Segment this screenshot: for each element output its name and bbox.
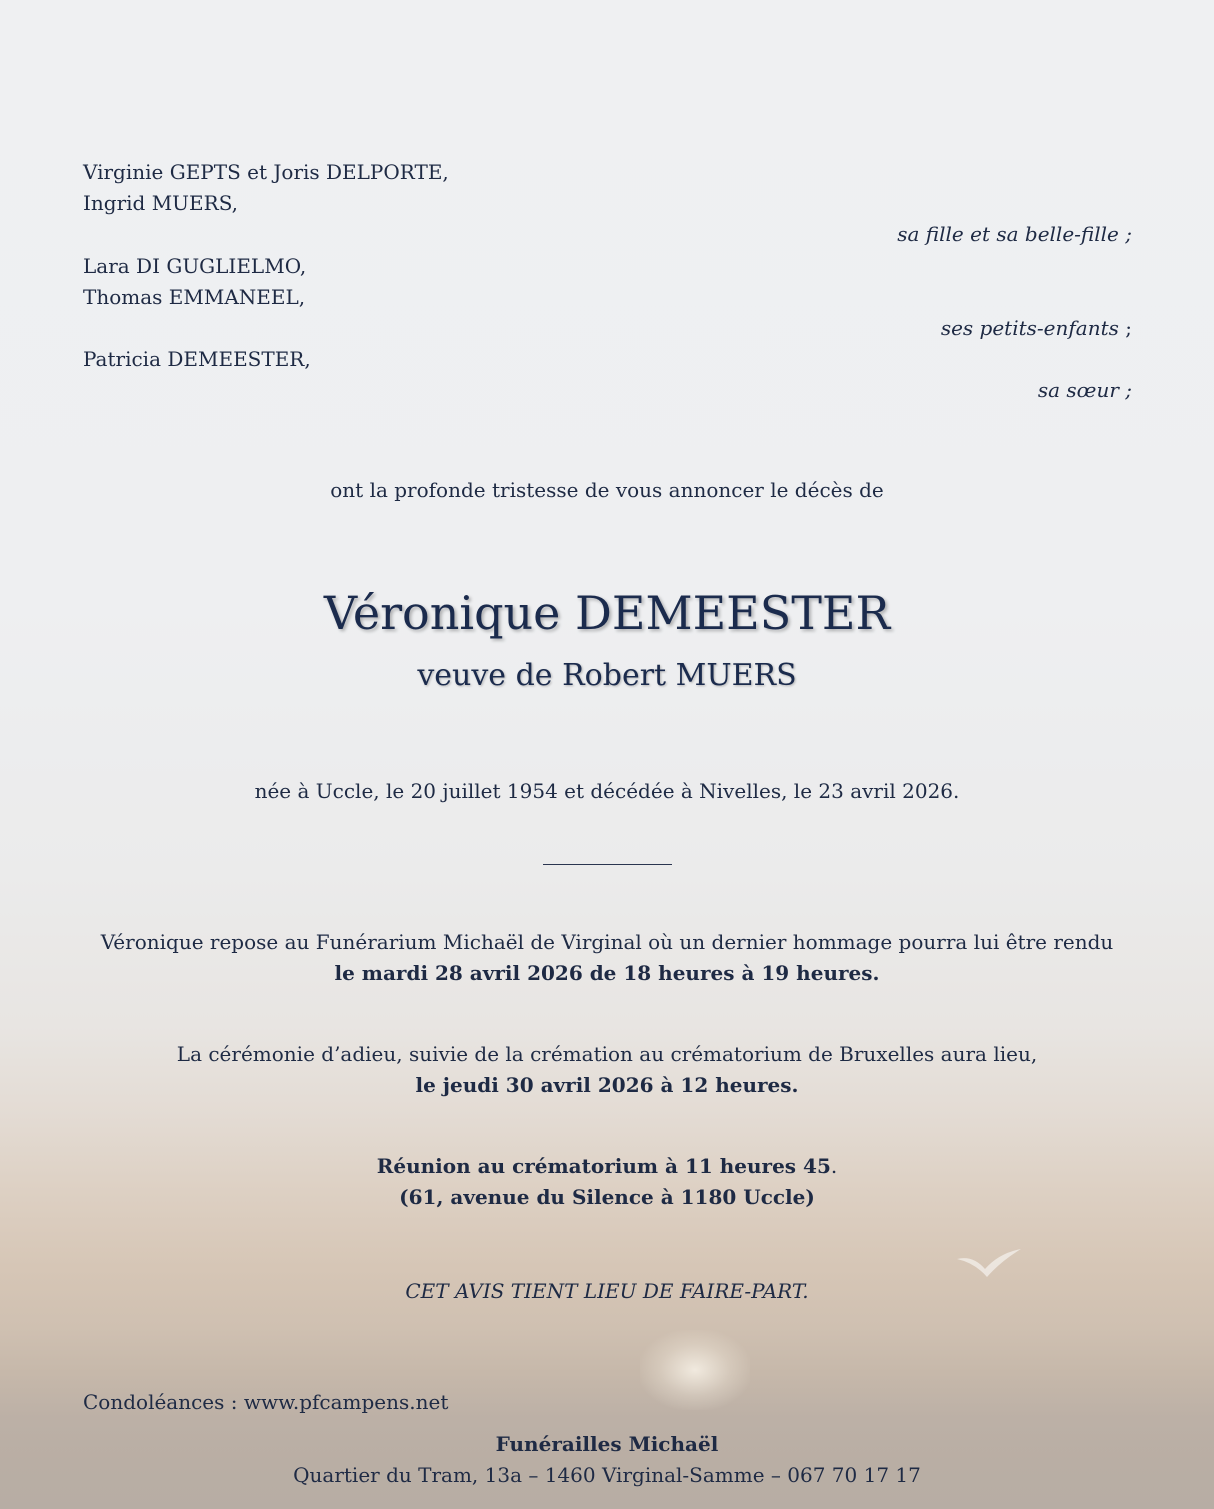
condolences-text: Condoléances : www.pfcampens.net <box>83 1390 449 1414</box>
relation-grandchildren <box>941 316 1132 340</box>
funeral-home-address: Quartier du Tram, 13a – 1460 Virginal-Samme – 067 70 17 17 <box>293 1463 921 1487</box>
ceremony-text: La cérémonie d’adieu, suivie de la crémation au crématorium de Bruxelles aura lieu, <box>176 1042 1038 1066</box>
family-line-1: Virginie GEPTS et Joris DELPORTE, <box>83 160 449 184</box>
deceased-name: Véronique DEMEESTER <box>323 586 891 640</box>
relation-daughter: sa fille et sa belle-fille ; <box>897 222 1132 246</box>
relation-grandchildren-suffix: ; <box>1118 316 1132 340</box>
divider <box>543 864 672 865</box>
family-line-2: Ingrid MUERS, <box>83 191 239 215</box>
relation-sister: sa sœur ; <box>1037 378 1132 402</box>
birth-death-dates: née à Uccle, le 20 juillet 1954 et décédée à Nivelles, le 23 avril 2026. <box>254 779 960 803</box>
meeting-text: Réunion au crématorium à 11 heures 45 <box>376 1154 831 1178</box>
meeting-text-suffix: . <box>830 1154 838 1178</box>
funeral-home-name: Funérailles Michaël <box>495 1432 719 1456</box>
visitation-when: le mardi 28 avril 2026 de 18 heures à 19 heures. <box>334 961 880 985</box>
family-line-3: Lara DI GUGLIELMO, <box>83 254 307 278</box>
notice-text: CET AVIS TIENT LIEU DE FAIRE-PART. <box>405 1279 809 1303</box>
relation-grandchildren-label: ses petits-enfants <box>940 316 1119 340</box>
family-line-4: Thomas EMMANEEL, <box>83 285 306 309</box>
deceased-subtitle: veuve de Robert MUERS <box>417 658 797 693</box>
sun-glow <box>640 1330 750 1410</box>
meeting-address: (61, avenue du Silence à 1180 Uccle) <box>399 1185 815 1209</box>
meeting-line <box>0 1154 1214 1178</box>
announcement-text: ont la profonde tristesse de vous annoncer le décès de <box>330 478 884 502</box>
family-line-5: Patricia DEMEESTER, <box>83 347 311 371</box>
ceremony-when: le jeudi 30 avril 2026 à 12 heures. <box>415 1073 799 1097</box>
visitation-text: Véronique repose au Funérarium Michaël de Virginal où un dernier hommage pourra lui être rendu <box>100 930 1114 954</box>
